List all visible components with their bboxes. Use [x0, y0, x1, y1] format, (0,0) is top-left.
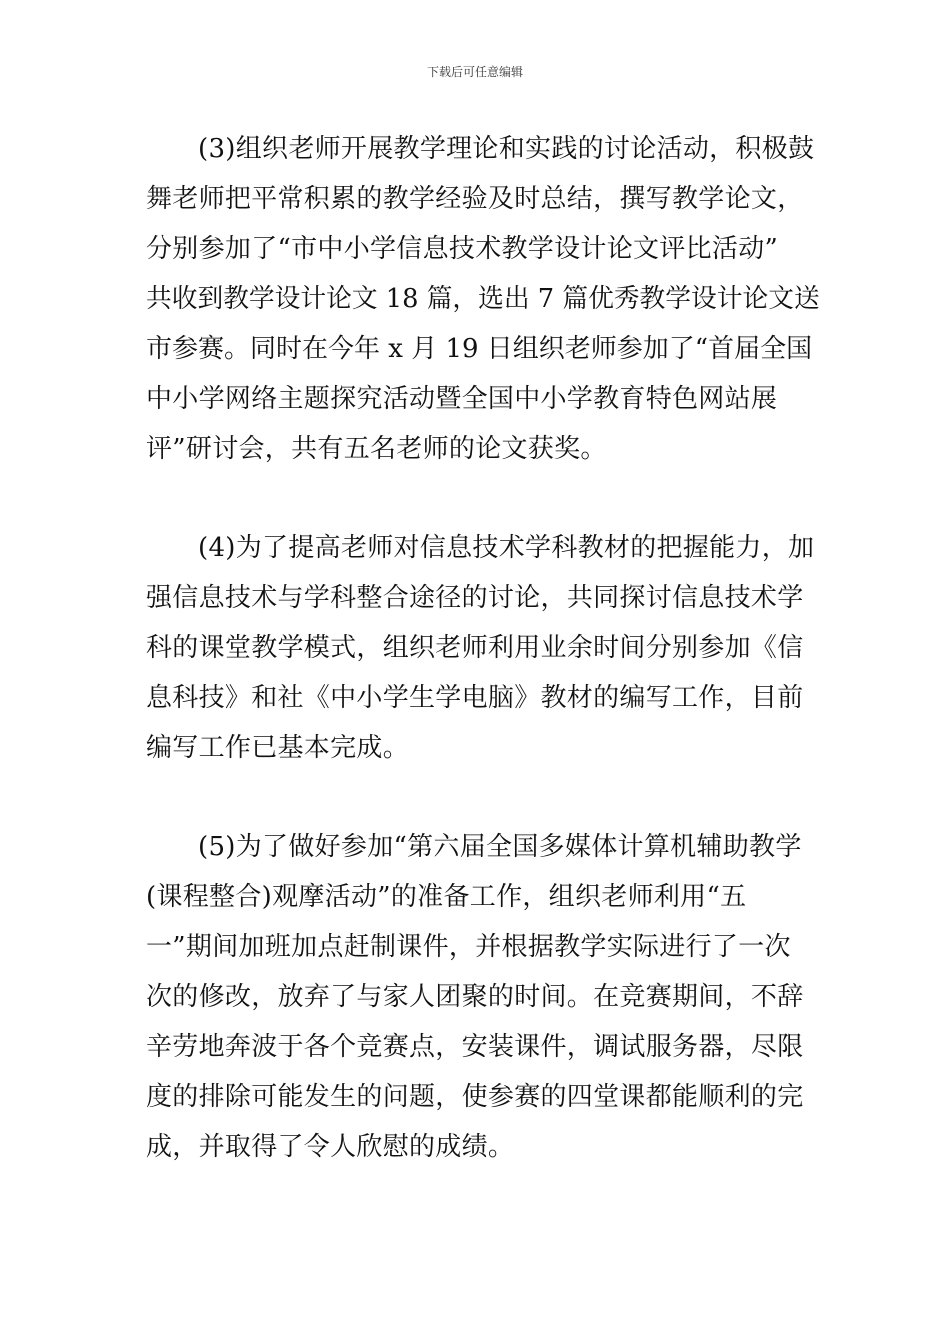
page-header: 下载后可任意编辑 — [426, 65, 523, 79]
paragraph-5-line: 次的修改，放弃了与家人团聚的时间。在竞赛期间，不辞 — [146, 982, 804, 1012]
paragraph-3-line: 市参赛。同时在今年 x 月 19 日组织老师参加了“首届全国 — [146, 334, 813, 364]
paragraph-5-line: (5)为了做好参加“第六届全国多媒体计算机辅助教学 — [198, 832, 802, 862]
paragraph-3-line: 中小学网络主题探究活动暨全国中小学教育特色网站展 — [146, 384, 778, 414]
paragraph-3-line: 评”研讨会，共有五名老师的论文获奖。 — [146, 434, 607, 464]
paragraph-3-line: 舞老师把平常积累的教学经验及时总结，撰写教学论文， — [146, 184, 804, 214]
paragraph-5-line: 一”期间加班加点赶制课件，并根据教学实际进行了一次 — [146, 932, 791, 962]
paragraph-4-line: 编写工作已基本完成。 — [146, 733, 410, 763]
paragraph-3-line: 共收到教学设计论文 18 篇，选出 7 篇优秀教学设计论文送 — [146, 284, 820, 314]
paragraph-5-line: 成，并取得了令人欣慰的成绩。 — [146, 1132, 515, 1162]
paragraph-5-line: 辛劳地奔波于各个竞赛点，安装课件，调试服务器，尽限 — [146, 1032, 804, 1062]
paragraph-4-line: 强信息技术与学科整合途径的讨论，共同探讨信息技术学 — [146, 583, 804, 613]
paragraph-4-line: 息科技》和社《中小学生学电脑》教材的编写工作，目前 — [146, 683, 804, 713]
paragraph-4-line: 科的课堂教学模式，组织老师利用业余时间分别参加《信 — [146, 633, 804, 663]
paragraph-5-line: (课程整合)观摩活动”的准备工作，组织老师利用“五 — [146, 882, 747, 912]
paragraph-4-line: (4)为了提高老师对信息技术学科教材的把握能力，加 — [198, 533, 815, 563]
paragraph-3-line: (3)组织老师开展教学理论和实践的讨论活动，积极鼓 — [198, 134, 815, 164]
paragraph-3-line: 分别参加了“市中小学信息技术教学设计论文评比活动” — [146, 234, 779, 264]
paragraph-5-line: 度的排除可能发生的问题，使参赛的四堂课都能顺利的完 — [146, 1082, 804, 1112]
